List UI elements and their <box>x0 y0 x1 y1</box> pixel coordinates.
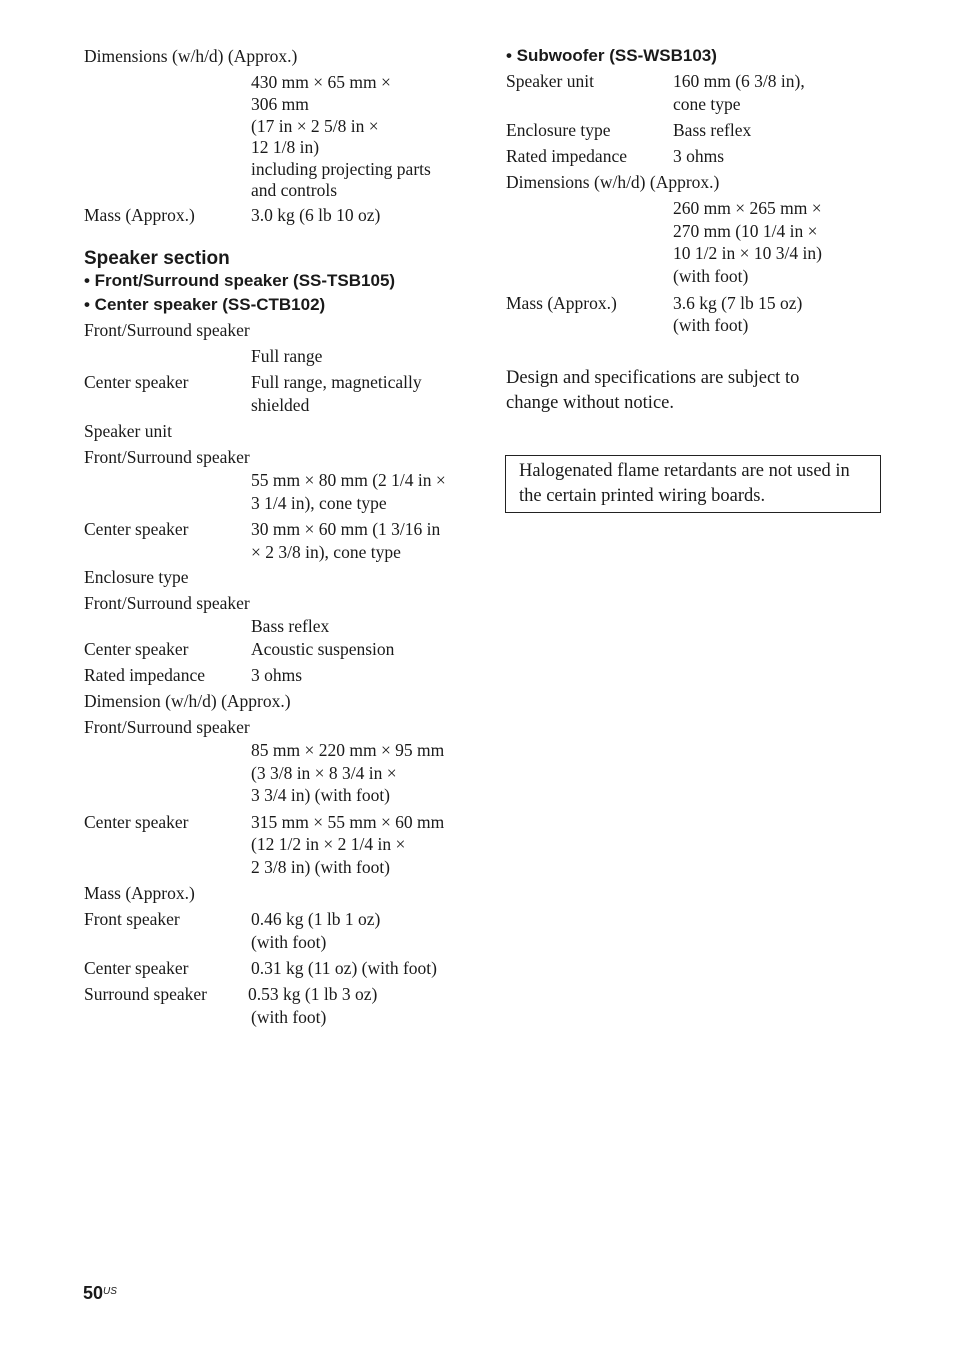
sub-mass-value-1: 3.6 kg (7 lb 15 oz) <box>673 293 803 313</box>
mass-center-value: 0.31 kg (11 oz) (with foot) <box>251 958 437 978</box>
mass-front-value-1: 0.46 kg (1 lb 1 oz) <box>251 909 381 929</box>
mass-surround-label: Surround speaker <box>84 984 207 1004</box>
amp-mass-value: 3.0 kg (6 lb 10 oz) <box>251 205 381 225</box>
dim-front-value-3: 3 3/4 in) (with foot) <box>251 785 391 805</box>
dim-front-label: Front/Surround speaker <box>84 717 250 737</box>
enc-front-label: Front/Surround speaker <box>84 593 250 613</box>
unit-front-label: Front/Surround speaker <box>84 447 250 467</box>
page-number-value: 50 <box>83 1283 104 1303</box>
sub-unit-label: Speaker unit <box>506 71 594 91</box>
enclosure-label: Enclosure type <box>84 567 189 587</box>
unit-center-value-2: × 2 3/8 in), cone type <box>251 542 401 562</box>
dim-center-value-2: (12 1/2 in × 2 1/4 in × <box>251 834 406 854</box>
unit-front-value-2: 3 1/4 in), cone type <box>251 493 387 513</box>
enc-center-label: Center speaker <box>84 639 189 659</box>
amp-dimensions-line-1: 430 mm × 65 mm × <box>251 72 391 92</box>
page-region-code: US <box>103 1286 117 1297</box>
dim-front-value-2: (3 3/8 in × 8 3/4 in × <box>251 763 397 783</box>
type-center-label: Center speaker <box>84 372 189 392</box>
unit-center-label: Center speaker <box>84 519 189 539</box>
unit-center-value-1: 30 mm × 60 mm (1 3/16 in <box>251 519 441 539</box>
sub-mass-label: Mass (Approx.) <box>506 293 617 313</box>
dim-center-value-1: 315 mm × 55 mm × 60 mm <box>251 812 445 832</box>
notice-line-2: the certain printed wiring boards. <box>519 486 766 506</box>
disclaimer-line-2: change without notice. <box>506 393 674 413</box>
amp-dimensions-line-5: including projecting parts <box>251 159 431 179</box>
disclaimer-line-1: Design and specifications are subject to <box>506 368 800 388</box>
dimension-label: Dimension (w/h/d) (Approx.) <box>84 691 291 711</box>
mass-front-label: Front speaker <box>84 909 180 929</box>
mass-front-value-2: (with foot) <box>251 932 327 952</box>
sub-dimensions-value-3: 10 1/2 in × 10 3/4 in) <box>673 243 822 263</box>
amp-dimensions-line-6: and controls <box>251 180 338 200</box>
dim-center-value-3: 2 3/8 in) (with foot) <box>251 857 391 877</box>
enc-front-value: Bass reflex <box>251 616 330 636</box>
front-surround-model-heading: • Front/Surround speaker (SS-TSB105) <box>84 271 396 290</box>
type-front-value: Full range <box>251 346 323 366</box>
type-center-value-1: Full range, magnetically <box>251 372 422 392</box>
sub-dimensions-value-4: (with foot) <box>673 266 749 286</box>
impedance-value: 3 ohms <box>251 665 303 685</box>
dim-center-label: Center speaker <box>84 812 189 832</box>
sub-mass-value-2: (with foot) <box>673 315 749 335</box>
amp-dimensions-line-2: 306 mm <box>251 94 309 114</box>
sub-impedance-value: 3 ohms <box>673 146 725 166</box>
mass-surround-value-2: (with foot) <box>251 1007 327 1027</box>
unit-front-value-1: 55 mm × 80 mm (2 1/4 in × <box>251 470 446 490</box>
amp-mass-label: Mass (Approx.) <box>84 205 195 225</box>
sub-enclosure-label: Enclosure type <box>506 120 611 140</box>
sub-dimensions-label: Dimensions (w/h/d) (Approx.) <box>506 172 720 192</box>
type-center-value-2: shielded <box>251 395 310 415</box>
speaker-section-heading: Speaker section <box>84 248 230 269</box>
mass-center-label: Center speaker <box>84 958 189 978</box>
mass-label: Mass (Approx.) <box>84 883 195 903</box>
sub-unit-value-2: cone type <box>673 94 741 114</box>
speaker-unit-label: Speaker unit <box>84 421 172 441</box>
sub-dimensions-value-2: 270 mm (10 1/4 in × <box>673 221 818 241</box>
center-model-heading: • Center speaker (SS-CTB102) <box>84 295 326 314</box>
notice-line-1: Halogenated flame retardants are not used in <box>519 461 850 481</box>
mass-surround-value-1: 0.53 kg (1 lb 3 oz) <box>248 984 378 1004</box>
dim-front-value-1: 85 mm × 220 mm × 95 mm <box>251 740 445 760</box>
impedance-label: Rated impedance <box>84 665 205 685</box>
type-front-label: Front/Surround speaker <box>84 320 250 340</box>
sub-unit-value-1: 160 mm (6 3/8 in), <box>673 71 805 91</box>
amp-dimensions-label: Dimensions (w/h/d) (Approx.) <box>84 46 298 66</box>
sub-impedance-label: Rated impedance <box>506 146 627 166</box>
page-number <box>83 1282 117 1304</box>
subwoofer-heading: • Subwoofer (SS-WSB103) <box>506 46 717 65</box>
amp-dimensions-line-4: 12 1/8 in) <box>251 137 320 157</box>
sub-dimensions-value-1: 260 mm × 265 mm × <box>673 198 822 218</box>
enc-center-value: Acoustic suspension <box>251 639 395 659</box>
sub-enclosure-value: Bass reflex <box>673 120 752 140</box>
amp-dimensions-line-3: (17 in × 2 5/8 in × <box>251 116 379 136</box>
